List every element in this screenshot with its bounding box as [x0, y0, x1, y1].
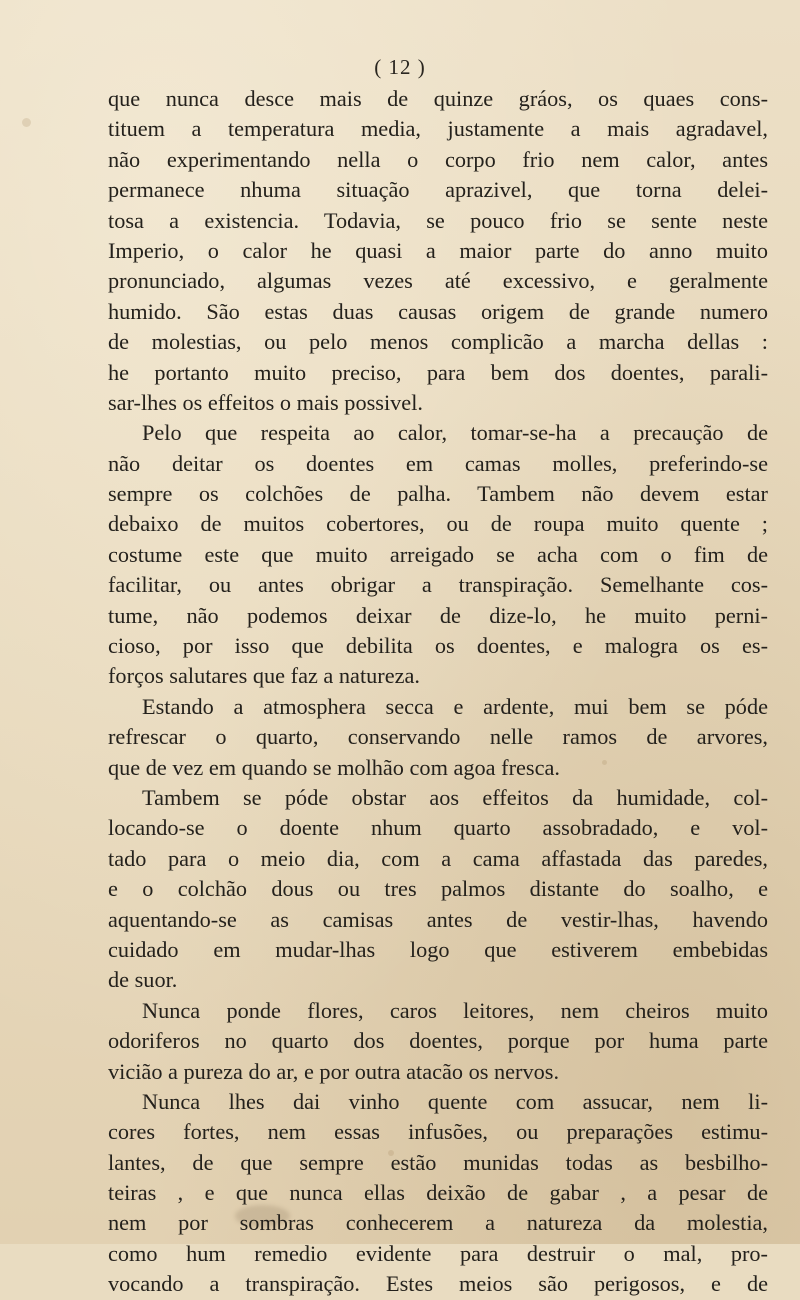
text-line: cioso, por isso que debilita os doentes, e malogra os es-: [108, 633, 768, 659]
text-line: tosa a existencia. Todavia, se pouco frio se sente neste: [108, 207, 768, 233]
text-line: de suor.: [108, 967, 178, 993]
text-line: costume este que muito arreigado se acha com o fim de: [108, 541, 768, 567]
text-line: Tambem se póde obstar aos effeitos da humidade, col-: [142, 784, 768, 810]
foxing-spot: [22, 118, 31, 127]
page-number: ( 12 ): [374, 55, 426, 79]
text-line: não deitar os doentes em camas molles, preferindo-se: [108, 450, 768, 476]
text-line: pronunciado, algumas vezes até excessivo, e geralmente: [108, 268, 768, 294]
text-line: de molestias, ou pelo menos complicão a marcha dellas :: [108, 329, 768, 355]
text-line: vocando a transpiração. Estes meios são perigosos, e de: [108, 1271, 768, 1297]
text-line: sempre os colchões de palha. Tambem não devem estar: [108, 481, 768, 507]
text-line: Estando a atmosphera secca e ardente, mui bem se póde: [142, 693, 768, 719]
text-line: cuidado em mudar-lhas logo que estiverem embebidas: [108, 936, 768, 962]
text-line: tume, não podemos deixar de dize-lo, he muito perni-: [108, 602, 768, 628]
text-line: nem por sombras conhecerem a natureza da molestia,: [108, 1210, 768, 1236]
text-line: debaixo de muitos cobertores, ou de roupa muito quente ;: [108, 511, 768, 537]
text-line: locando-se o doente nhum quarto assobradado, e vol-: [108, 815, 768, 841]
text-line: forços salutares que faz a natureza.: [108, 663, 420, 689]
text-line: tituem a temperatura media, justamente a mais agradavel,: [108, 116, 768, 142]
text-line: Pelo que respeita ao calor, tomar-se-ha a precaução de: [142, 420, 768, 446]
text-line: Nunca lhes dai vinho quente com assucar, nem li-: [142, 1088, 768, 1114]
text-line: e o colchão dous ou tres palmos distante do soalho, e: [108, 876, 768, 902]
text-line: humido. São estas duas causas origem de grande numero: [108, 298, 768, 324]
text-line: Imperio, o calor he quasi a maior parte do anno muito: [108, 237, 768, 263]
text-line: he portanto muito preciso, para bem dos doentes, parali-: [108, 359, 768, 385]
text-line: como hum remedio evidente para destruir o mal, pro-: [108, 1240, 768, 1266]
text-line: lantes, de que sempre estão munidas todas as besbilho-: [108, 1149, 768, 1175]
text-line: que de vez em quando se molhão com agoa fresca.: [108, 754, 560, 780]
text-line: tado para o meio dia, com a cama affastada das paredes,: [108, 845, 768, 871]
text-line: não experimentando nella o corpo frio nem calor, antes: [108, 146, 768, 172]
body-text: [108, 84, 768, 1300]
text-line: odoriferos no quarto dos doentes, porque por huma parte: [108, 1028, 768, 1054]
text-line: Nunca ponde flores, caros leitores, nem cheiros muito: [142, 997, 768, 1023]
text-line: permanece nhuma situação aprazivel, que torna delei-: [108, 177, 768, 203]
text-line: cores fortes, nem essas infusões, ou preparações estimu-: [108, 1119, 768, 1145]
text-line: facilitar, ou antes obrigar a transpiração. Semelhante cos-: [108, 572, 768, 598]
text-line: sar-lhes os effeitos o mais possivel.: [108, 389, 423, 415]
text-line: aquentando-se as camisas antes de vestir-lhas, havendo: [108, 906, 768, 932]
text-line: que nunca desce mais de quinze gráos, os quaes cons-: [108, 86, 768, 111]
text-line: teiras , e que nunca ellas deixão de gabar , a pesar de: [108, 1180, 768, 1206]
text-line: vicião a pureza do ar, e por outra atacão os nervos.: [108, 1058, 560, 1084]
text-line: refrescar o quarto, conservando nelle ramos de arvores,: [108, 724, 768, 750]
